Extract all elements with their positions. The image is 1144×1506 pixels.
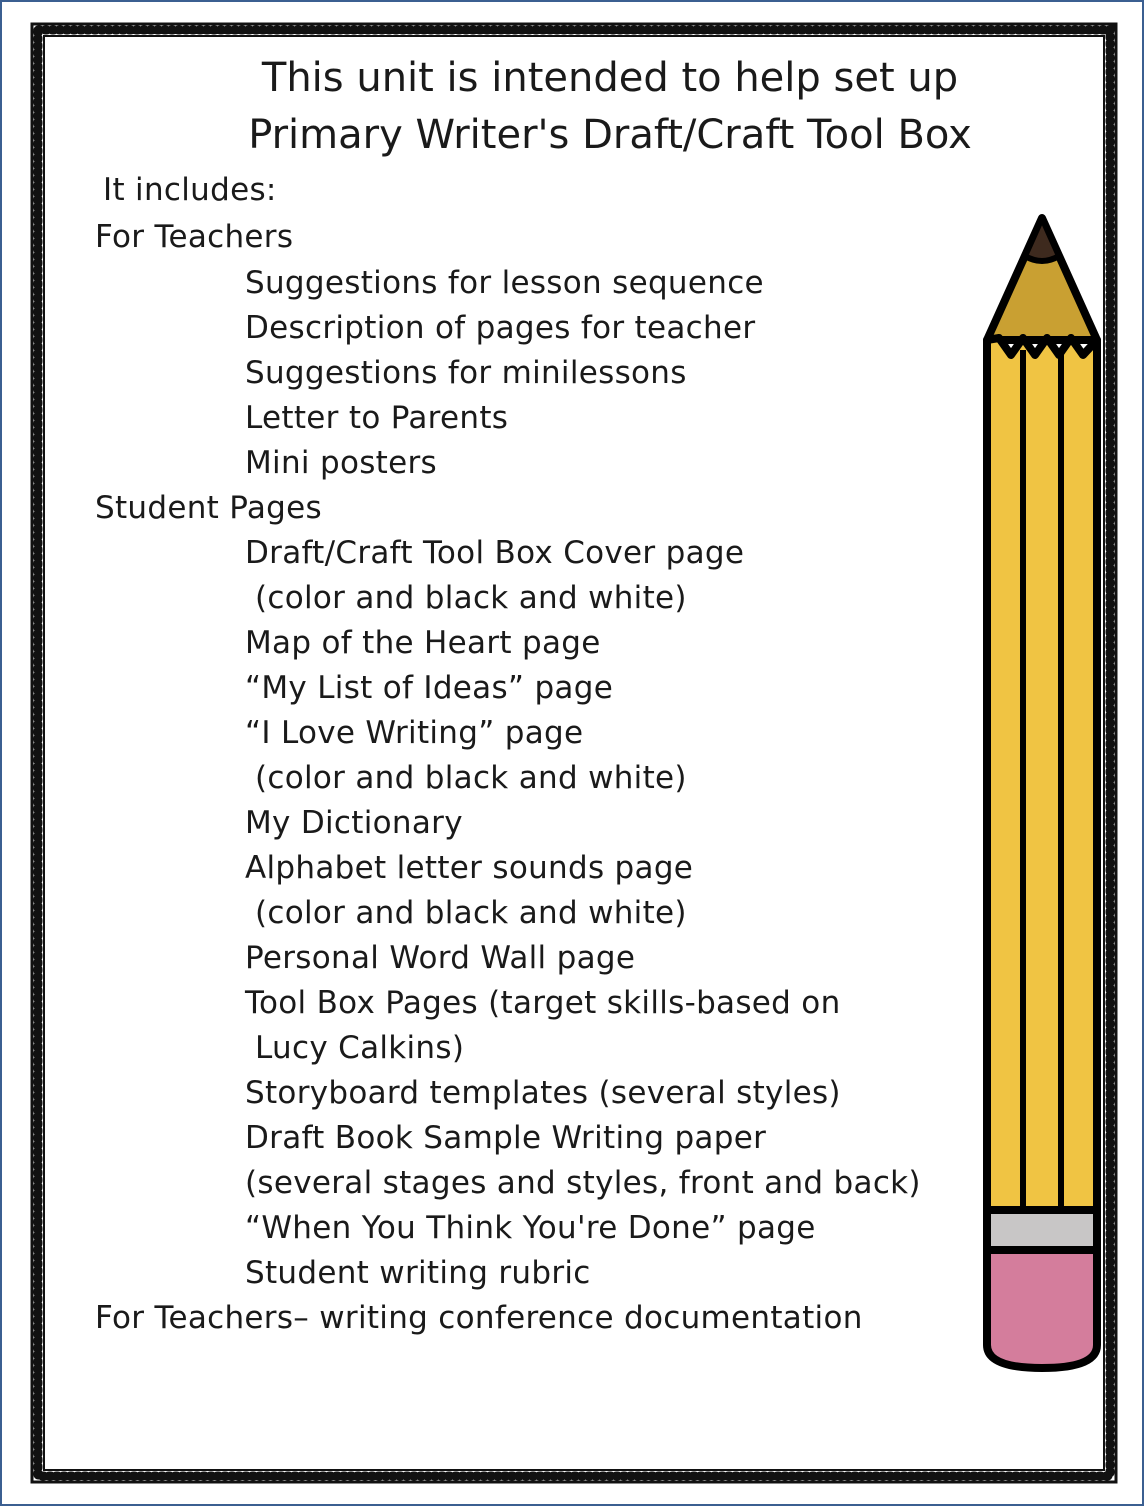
intro-text: It includes: (103, 172, 277, 208)
list-item: Storyboard templates (several styles) (245, 1075, 841, 1111)
list-item: Student writing rubric (245, 1255, 591, 1291)
list-item: Description of pages for teacher (245, 310, 756, 346)
title-line-2: Primary Writer's Draft/Craft Tool Box (248, 112, 972, 158)
list-item: (color and black and white) (255, 760, 687, 796)
list-item: Draft Book Sample Writing paper (245, 1120, 767, 1156)
list-item: (color and black and white) (255, 580, 687, 616)
list-item: Alphabet letter sounds page (245, 850, 694, 886)
list-item: “When You Think You're Done” page (245, 1210, 816, 1246)
list-item: Tool Box Pages (target skills-based on (245, 985, 841, 1021)
list-item: Suggestions for lesson sequence (245, 265, 764, 301)
list-item: Mini posters (245, 445, 437, 481)
title-line-1: This unit is intended to help set up (261, 55, 959, 101)
list-item: (several stages and styles, front and back) (245, 1165, 921, 1201)
list-item: Draft/Craft Tool Box Cover page (245, 535, 745, 571)
list-item: “My List of Ideas” page (245, 670, 614, 706)
list-item: “I Love Writing” page (245, 715, 584, 751)
section-heading-student-pages: Student Pages (95, 490, 322, 526)
list-item: Map of the Heart page (245, 625, 601, 661)
list-item: My Dictionary (245, 805, 463, 841)
pencil-illustration (975, 210, 1110, 1375)
list-item: Personal Word Wall page (245, 940, 636, 976)
section-heading-conference: For Teachers– writing conference documentation (95, 1300, 863, 1336)
list-item: (color and black and white) (255, 895, 687, 931)
list-item: Letter to Parents (245, 400, 509, 436)
section-heading-teachers: For Teachers (95, 219, 294, 255)
list-item: Suggestions for minilessons (245, 355, 687, 391)
list-item: Lucy Calkins) (255, 1030, 465, 1066)
